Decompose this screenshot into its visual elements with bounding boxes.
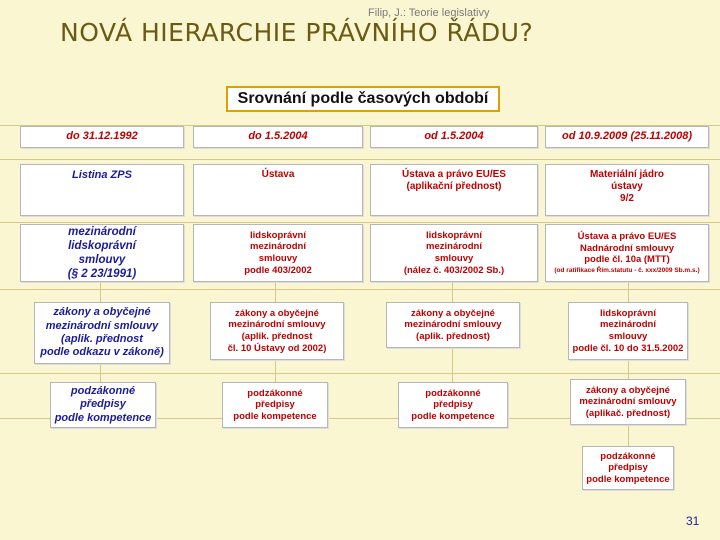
col4-row5-line: podzákonné bbox=[600, 450, 656, 462]
col3-row1-line: (aplikační přednost) bbox=[406, 181, 502, 193]
col4-row3-box bbox=[568, 302, 688, 360]
rule-line bbox=[0, 373, 720, 374]
col3-row2-line: (nález č. 403/2002 Sb.) bbox=[403, 264, 505, 276]
col4-row4-line: (aplikač. přednost) bbox=[585, 407, 671, 419]
col4-row2-line: Ústava a právo EU/ES bbox=[577, 231, 677, 243]
col3-row3-line: zákony a obyčejné bbox=[411, 307, 495, 319]
col2-row1-box bbox=[193, 164, 363, 216]
period-header-2: do 1.5.2004 bbox=[193, 126, 363, 148]
col3-row4-line: podzákonné bbox=[425, 387, 481, 399]
col3-row2-line: lidskoprávní bbox=[426, 229, 482, 241]
col1-row1-text: Listina ZPS bbox=[72, 169, 132, 181]
col4-row1-line: ústavy bbox=[611, 181, 643, 193]
col4-row5-line: podle kompetence bbox=[586, 473, 670, 485]
col4-row2-line: Nadnárodní smlouvy bbox=[580, 242, 674, 254]
col1-row2-line: smlouvy bbox=[78, 254, 126, 266]
col4-row1-box bbox=[545, 164, 709, 216]
col4-row3-line: lidskoprávní bbox=[600, 307, 656, 319]
col4-row1-line: Materiální jádro bbox=[590, 169, 664, 180]
col2-row3-box bbox=[210, 302, 344, 360]
col4-row3-line: smlouvy bbox=[608, 331, 648, 342]
col2-row3-line: zákony a obyčejné bbox=[235, 307, 319, 319]
col4-row1-line: 9/2 bbox=[620, 193, 634, 205]
col1-row2-line: mezinárodní bbox=[68, 225, 136, 238]
col1-row4-line: podle kompetence bbox=[54, 411, 152, 424]
col3-row1-box bbox=[370, 164, 538, 216]
col2-row4-line: předpisy bbox=[255, 399, 295, 411]
col1-row3-line: mezinárodní smlouvy bbox=[45, 319, 159, 332]
col2-row3-line: mezinárodní smlouvy bbox=[228, 319, 326, 331]
col1-row2-line: lidskoprávní bbox=[68, 239, 136, 252]
comparison-banner: Srovnání podle časových období bbox=[226, 86, 500, 112]
col3-row2-box bbox=[370, 224, 538, 282]
col4-row4-box bbox=[570, 379, 686, 425]
col2-row4-box bbox=[222, 382, 328, 428]
col2-row2-box bbox=[193, 224, 363, 282]
col2-row2-line: mezinárodní bbox=[250, 241, 306, 253]
col1-row3-line: (aplik. přednost bbox=[61, 333, 143, 345]
col1-row3-line: podle odkazu v zákoně) bbox=[40, 346, 164, 359]
col2-row1-text: Ústava bbox=[261, 169, 295, 180]
col2-row2-line: smlouvy bbox=[258, 253, 298, 264]
col2-row4-line: podzákonné bbox=[247, 387, 303, 399]
col1-row4-box bbox=[50, 382, 156, 428]
col3-row2-line: smlouvy bbox=[434, 253, 474, 264]
page-number: 31 bbox=[686, 514, 700, 528]
col3-row3-box bbox=[386, 302, 520, 348]
rule-line bbox=[0, 159, 720, 160]
col3-row4-box bbox=[398, 382, 508, 428]
period-header-1: do 31.12.1992 bbox=[20, 126, 184, 148]
col3-row4-line: podle kompetence bbox=[411, 410, 495, 422]
col3-row3-line: mezinárodní smlouvy bbox=[404, 319, 502, 331]
col3-row2-line: mezinárodní bbox=[426, 241, 482, 253]
period-header-3: od 1.5.2004 bbox=[370, 126, 538, 148]
rule-line bbox=[0, 222, 720, 223]
col4-row2-box bbox=[545, 224, 709, 282]
col2-row2-line: podle 403/2002 bbox=[244, 264, 312, 276]
col2-row3-line: (aplik. přednost bbox=[241, 331, 313, 342]
col4-row3-line: mezinárodní bbox=[600, 319, 656, 331]
col3-row1-line: Ústava a právo EU/ES bbox=[402, 169, 506, 180]
col3-row3-line: (aplik. přednost) bbox=[416, 330, 490, 342]
col2-row3-line: čl. 10 Ústavy od 2002) bbox=[227, 342, 327, 354]
col1-row1-box bbox=[20, 164, 184, 216]
col4-row2-line: podle čl. 10a (MTT) bbox=[584, 254, 670, 266]
col2-row4-line: podle kompetence bbox=[233, 410, 317, 422]
col1-row4-line: předpisy bbox=[80, 398, 126, 411]
col1-row3-line: zákony a obyčejné bbox=[53, 306, 151, 319]
col3-row4-line: předpisy bbox=[433, 399, 473, 411]
page-title: NOVÁ HIERARCHIE PRÁVNÍHO ŘÁDU? bbox=[60, 18, 534, 47]
header-note: Filip, J.: Teorie legislativy bbox=[368, 7, 490, 19]
col1-row3-box bbox=[34, 302, 170, 364]
col2-row2-line: lidskoprávní bbox=[250, 229, 306, 241]
col4-row2-note: (od ratifikace Řím.statutu - č. xxx/2009 Sb.m.s.) bbox=[554, 266, 700, 274]
col4-row4-line: mezinárodní smlouvy bbox=[579, 396, 677, 408]
col1-row2-line: (§ 2 23/1991) bbox=[67, 268, 137, 281]
period-header-4: od 10.9.2009 (25.11.2008) bbox=[545, 126, 709, 148]
col4-row5-line: předpisy bbox=[608, 462, 648, 474]
col1-row2-box bbox=[20, 224, 184, 282]
col4-row3-line: podle čl. 10 do 31.5.2002 bbox=[572, 342, 684, 354]
col1-row4-line: podzákonné bbox=[70, 384, 136, 397]
col4-row4-line: zákony a obyčejné bbox=[586, 384, 670, 396]
col4-row5-box bbox=[582, 446, 674, 490]
rule-line bbox=[0, 289, 720, 290]
